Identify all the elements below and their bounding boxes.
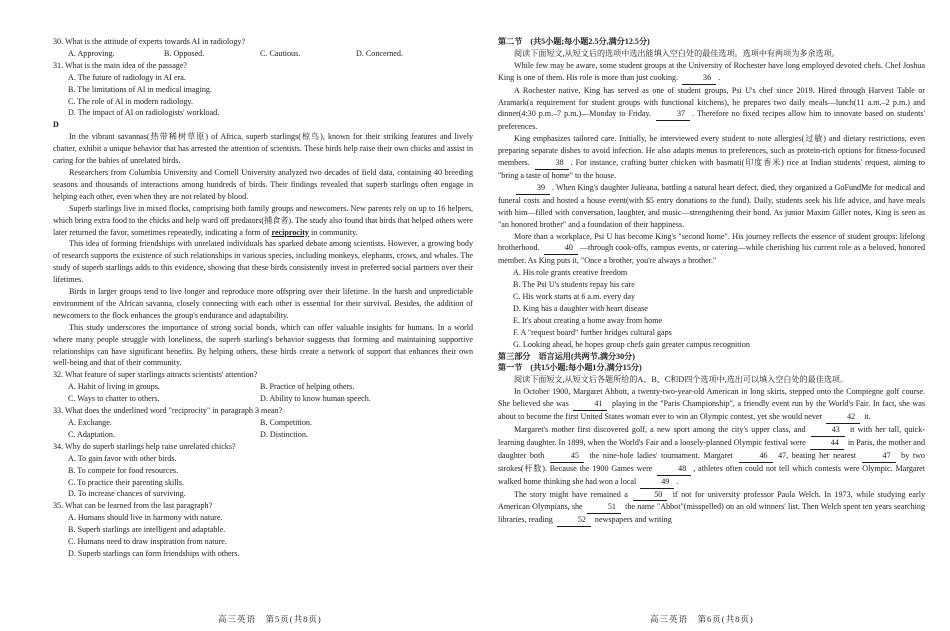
cloze-paragraph-3: King emphasizes tailored care. Initially, he interviewed every student to note allergies(过敏) and dietary restrictions, even preparing separate dishes to avoid infection. He also adapts menus to preferences, such as protein-rich options for fitness-focused members. 38 . For instance, crafting butter chicken with basmati(印度香米) rice at Indian students' request, aiming to "bring a taste of home" to the house.	[498, 134, 926, 180]
q34-option-d: D. To increase chances of surviving.	[68, 489, 186, 499]
p3-text-b: in community.	[308, 227, 358, 237]
blank-51: 51	[587, 501, 621, 514]
blank-39: 39	[516, 182, 550, 195]
c2-text-f: by two strokes(杆数). Because the 1900 Games were	[498, 450, 925, 473]
c1-text-a: In October 1900, Margaret Abbott, a twenty-two-year-old American in long skirts, stepped onto the Compiegne golf course. She believed she was	[498, 387, 925, 409]
question-31: 31. What is the main idea of the passage?	[53, 60, 188, 70]
blank-42: 42	[826, 411, 860, 424]
section-2-instructions: 阅读下面短文,从短文后的选项中选出能填入空白处的最佳选项。选项中有两项为多余选项。	[514, 48, 840, 58]
r2-text-a: A Rochester native, King has served as one of student groups, Psi U's chef since 2019. Hired through Harvest Table or Aramark(a requirement for student groups with functional kitchens), he prepares two daily meals—lunch(11 a.m.–2 p.m.) and dinner(4:30 p.m.–7 p.m.)—Monday to Friday.	[498, 85, 925, 119]
passage-d-paragraph-2: Researchers from Columbia University and Cornell University analyzed two decades of field data, containing 40 breeding seasons and thousands of interactions among hundreds of birds. Their findings revealed that superb starlings often engage in helping each other, even when they are not related by blood.	[53, 167, 473, 201]
blank-38: 38	[535, 157, 569, 170]
c2-text-c: in Paris, the mother and daughter both	[498, 437, 925, 460]
q32-option-c: C. Ways to chatter to others.	[68, 394, 160, 404]
r1-text: While few may be aware, some student groups at the University of Rochester have long employed devoted chefs. Chef Joshua King is one of them. His role is more than just cooking.	[498, 60, 925, 82]
q35-option-d: D. Superb starlings can form friendships with others.	[68, 548, 240, 558]
p3-text-a: Superb starlings live in mixed flocks, comprising both family groups and newcomers. New parents rely on up to 16 helpers, which bring extra food to the chicks and help ward off predators(捕食者). The study also found that birds that helped others were later returned the favor, sometimes repeatedly, indicating a form of	[53, 203, 473, 237]
section-1-title: 第一节 (共15小题;每小题1分,满分15分)	[498, 363, 642, 373]
c1-text-c: it.	[864, 412, 871, 422]
option-c: C. His work starts at 6 a.m. every day	[513, 292, 636, 302]
question-32: 32. What feature of super starlings attracts scientists' attention?	[53, 370, 258, 380]
blank-49: 49	[640, 476, 674, 489]
option-b: B. The Psi U's students repay his care	[513, 280, 635, 290]
q32-option-b: B. Practice of helping others.	[260, 382, 355, 392]
q34-option-c: C. To practice their parenting skills.	[68, 477, 184, 487]
r2-text-b: Therefore no fixed recipes allow him to innovate based on students' preferences.	[498, 109, 925, 132]
q32-options-row-1	[53, 381, 473, 393]
c2-text-d: the nine-hole ladies' tournament. Margaret	[589, 450, 733, 460]
r3-text-a: King emphasizes tailored care. Initially, he interviewed every student to note allergies(过敏) and dietary restrictions, even preparing separate dishes to avoid infection. He also adapts menus to preferences, such as protein-rich options for fitness-focused members.	[498, 134, 925, 168]
r5-text-a: More than a workplace, Psi U has become King's "second home". His journey reflects the essence of student groups: lifelong brotherhood.	[498, 231, 925, 253]
q33-option-d: D. Distinction.	[260, 429, 308, 439]
q31-option-a: A. The future of radiology in AI era.	[68, 72, 186, 82]
c2-text-a: Margaret's mother first discovered golf, a new sport among the city's upper class, and	[514, 425, 806, 434]
passage-d-paragraph-5: Birds in larger groups tend to live longer and reproduce more offspring over their lifetime. In the harsh and unpredictable environment of the African savanna, closely connecting with each other is essential for their survival. Besides, the addition of newcomers to the flock enhances the group's endurance and adaptability.	[53, 287, 473, 320]
passage-d-paragraph-1: In the vibrant savannas(热带稀树草原) of Africa, superb starlings(椋鸟), known for their striking features and lively chatter, exhibit a unique behavior that has arrested the attention of scientists. These birds help raise their own chicks and assist in caring for the babies of unrelated birds.	[53, 132, 473, 166]
q33-option-a: A. Exchange.	[68, 418, 112, 427]
c2-text-h: .	[676, 476, 679, 486]
blank-43: 43	[811, 424, 845, 437]
blank-47: 47	[862, 450, 896, 463]
blank-46: 46	[739, 450, 773, 463]
right-column	[498, 36, 925, 527]
q32-option-d: D. Ability to know human speech.	[260, 394, 371, 404]
q34-option-a: A. To gain favor with other birds.	[68, 453, 177, 463]
q30-option-a: A. Approving.	[68, 48, 115, 58]
q33-options-row-1	[53, 417, 473, 429]
q31-option-b: B. The limitations of AI in medical imaging.	[68, 84, 212, 94]
blank-44: 44	[810, 437, 844, 450]
q33-options-row-2	[53, 429, 473, 441]
q30-option-c: C. Cautious.	[260, 48, 301, 58]
c3-text-b: if not for university professor Paula Welch. In 1973, while studying early American Olympians, she	[498, 489, 925, 512]
r3-text-b: For instance, crafting butter chicken with basmati(印度香米) rice at Indian students' request, aiming to "bring a taste of home" to the house.	[498, 158, 926, 180]
blank-41: 41	[573, 398, 607, 411]
c2-text-e: 47, beating her nearest	[778, 450, 856, 460]
q35-option-b: B. Superb starlings are intelligent and adaptable.	[68, 525, 226, 535]
question-33: 33. What does the underlined word "reciprocity" in paragraph 3 mean?	[53, 406, 283, 416]
question-30: 30. What is the attitude of experts towards AI in radiology?	[53, 37, 246, 46]
option-e: E. It's about creating a home away from home	[513, 315, 663, 325]
c2-text-g: , athletes often could not tell which contests were Olympic. Margaret walked home thinking she had won a local	[498, 463, 925, 486]
c1-text-b: playing in the "Paris Championship", a friendly event run by the World's Fair. In fact, she was about to become the first United States woman ever to win an Olympic contest, yet she would never	[498, 399, 925, 422]
q30-options	[53, 48, 473, 60]
question-34: 34. Why do superb starlings help raise unrelated chicks?	[53, 441, 236, 451]
q32-option-a: A. Habit of living in groups.	[68, 382, 160, 392]
blank-48: 48	[657, 463, 691, 476]
cloze-b-paragraph-2	[498, 424, 925, 489]
part-3-title: 第三部分 语言运用(共两节,满分30分)	[498, 351, 635, 361]
option-f: F. A "request board" further bridges cultural gaps	[513, 327, 672, 337]
underlined-word-reciprocity: reciprocity	[271, 227, 309, 237]
cloze-paragraph-5	[498, 231, 925, 268]
option-a: A. His role grants creative freedom	[513, 268, 628, 278]
r5-text-b: —through cook-offs, campus events, or catering—while cherishing his current role as a beloved, honored member. As King puts it, "Once a brother, you're always a brother."	[498, 243, 926, 266]
c3-text-d: newspapers and writing	[594, 515, 672, 525]
section-1-instructions: 阅读下面短文,从短文后各题所给的A、B、C和D四个选项中,选出可以填入空白处的最佳选项。	[514, 375, 849, 385]
page-footer-left: 高三英语 第5页(共8页)	[218, 614, 322, 624]
q35-option-c: C. Humans need to draw inspiration from nature.	[68, 537, 227, 547]
cloze-paragraph-2: A Rochester native, King has served as one of student groups, Psi U's chef since 2019. Hired through Harvest Table or Aramark(a requirement for student groups with functional kitchens), he prepares two daily meals—lunch(11 a.m.–2 p.m.) and dinner(4:30 p.m.–7 p.m.)—Monday to Friday. 37 . Therefore no fixed recipes allow him to innovate based on students' preferences.	[498, 85, 925, 132]
c3-text-c: the name "Abbot"(misspelled) on an old winners' list. Then Welch spent ten years searching libraries, reading	[498, 502, 925, 525]
section-d-heading: D	[53, 120, 59, 130]
blank-50: 50	[633, 489, 667, 502]
page-footer-right: 高三英语 第6页(共8页)	[650, 614, 754, 624]
q35-option-a: A. Humans should live in harmony with nature.	[68, 513, 223, 523]
c2-text-b: it with her tall, quick-learning daughter. In 1899, when the World's Fair and a loosely-planned Olympic festival were	[498, 425, 925, 447]
option-g: G. Looking ahead, he hopes group chefs gain greater campus recognition	[513, 339, 750, 349]
q31-option-d: D. The impact of AI on radiologists' workload.	[68, 108, 220, 118]
cloze-paragraph-4: 39 . When King's daughter Julieana, battling a natural heart defect, died, they organized a GoFundMe for medical and funeral costs and hosted a house event(with $5 entry donations to the fund). Daily, students seek his life advice, and have meals with him—filled with conversation, laughter, and music—strengthening their bond. As junior Maxim Giller notes, King is seen as "an honored brother" and a foundation of their happiness.	[498, 182, 925, 229]
option-d: D. King has a daughter with heart disease	[513, 303, 648, 313]
q32-options-row-2	[53, 393, 473, 405]
passage-d-paragraph-6: This study underscores the importance of strong social bonds, which can offer valuable insights for humans. In a world where many people struggle with loneliness, the superb starling's behavior suggests that forming and maintaining supportive relationships can have significant benefits. By helping others, these birds create a network of support that enhances their own well-being and that of their community.	[53, 322, 473, 368]
blank-37: 37	[656, 108, 690, 121]
question-35: 35. What can be learned from the last paragraph?	[53, 501, 213, 511]
passage-d-paragraph-4: This idea of forming friendships with unrelated individuals has sparked debate among scientists. However, a growing body of research supports the existence of such relationships in various species, including monkeys, elephants, crows, and whales. The study of superb starlings adds to this evidence, showing that these birds consistently invest in preferred social partners over their lifetimes.	[53, 239, 473, 285]
passage-d-paragraph-3	[53, 203, 473, 239]
r4-text: When King's daughter Julieana, battling a natural heart defect, died, they organized a GoFundMe for medical and funeral costs and hosted a house event(with $5 entry donations to the fund). Daily, students seek his life advice, and have meals with him—filled with conversation, laughter, and music—strengthening their bond. As junior Maxim Giller notes, King is seen as "an honored brother" and a foundation of their happiness.	[498, 182, 925, 229]
q31-option-c: C. The role of AI in modern radiology.	[68, 96, 193, 106]
q34-option-b: B. To compete for food resources.	[68, 465, 179, 475]
q33-option-c: C. Adaptation.	[68, 429, 115, 439]
blank-40: 40	[544, 242, 578, 255]
blank-52: 52	[557, 514, 591, 527]
left-column	[53, 36, 473, 560]
cloze-b-paragraph-3	[498, 489, 925, 528]
blank-45: 45	[550, 450, 584, 463]
q33-option-b: B. Competition.	[260, 418, 312, 427]
cloze-paragraph-1: While few may be aware, some student groups at the University of Rochester have long employed devoted chefs. Chef Joshua King is one of them. His role is more than just cooking. 36 .	[498, 60, 925, 85]
blank-36: 36	[682, 72, 716, 85]
q30-option-d: D. Concerned.	[356, 48, 403, 58]
c3-text-a: The story might have remained a	[514, 489, 628, 499]
q30-option-b: B. Opposed.	[164, 48, 205, 58]
cloze-b-paragraph-1	[498, 386, 925, 424]
section-2-title: 第二节 (共5小题;每小题2.5分,满分12.5分)	[498, 37, 650, 46]
